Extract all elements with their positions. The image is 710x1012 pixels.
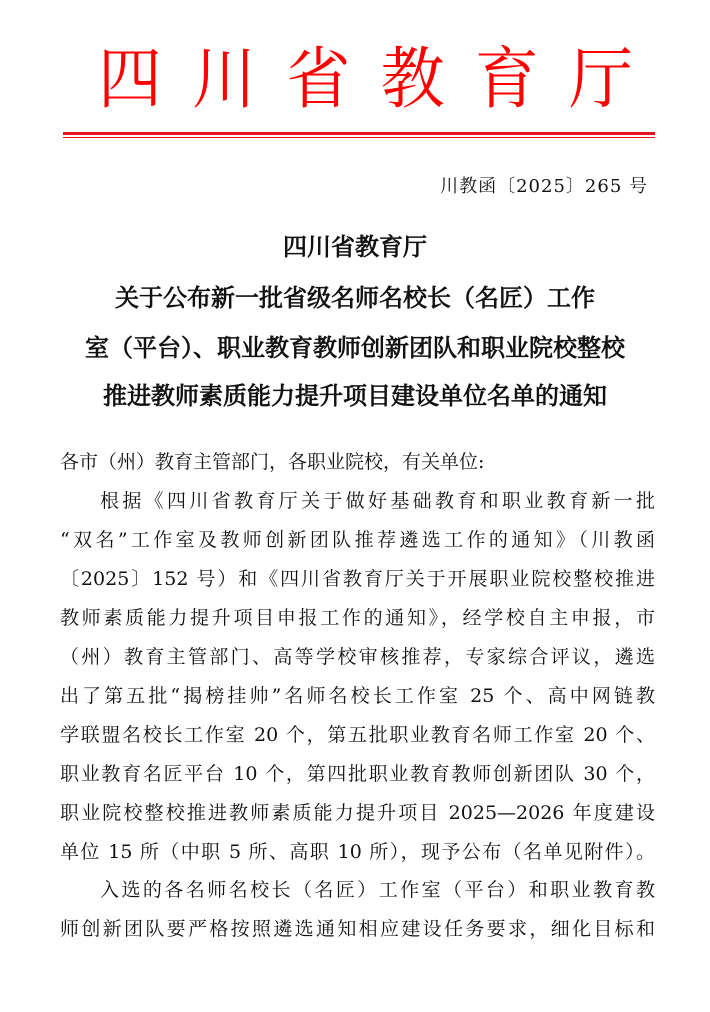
red-divider-thin [63,137,655,138]
body-line: 学联盟名校长工作室 20 个，第五批职业教育名师工作室 20 个、 [60,724,655,746]
body-line: 出了第五批“揭榜挂帅”名师名校长工作室 25 个、高中网链教 [60,685,655,707]
body-line: 入选的各名师名校长（名匠）工作室（平台）和职业教育教 [100,879,655,901]
masthead-char: 川 [192,41,257,119]
red-divider-thick [63,132,655,135]
body-line: 教师素质能力提升项目申报工作的通知》，经学校自主申报，市 [60,607,655,629]
masthead-char: 育 [474,41,539,119]
body-line: 师创新团队要严格按照遴选通知相应建设任务要求，细化目标和 [60,918,655,940]
title-line: 室（平台）、职业教育教师创新团队和职业院校整校 [85,334,625,362]
title-line: 关于公布新一批省级名师名校长（名匠）工作 [115,284,595,312]
body-line: 单位 15 所（中职 5 所、高职 10 所），现予公布（名单见附件）。 [60,841,655,863]
body-line: 职业教育名匠平台 10 个，第四批职业教育教师创新团队 30 个， [60,763,655,785]
title-line: 四川省教育厅 [283,233,427,261]
title-line: 推进教师素质能力提升项目建设单位名单的通知 [103,382,607,410]
body-line: 〔2025〕152 号）和《四川省教育厅关于开展职业院校整校推进 [60,568,655,590]
body-line: （州）教育主管部门、高等学校审核推荐，专家综合评议，遴选 [60,646,655,668]
body-line: 根据《四川省教育厅关于做好基础教育和职业教育新一批 [100,490,655,512]
body-line: “双名”工作室及教师创新团队推荐遴选工作的通知》（川教函 [60,529,655,551]
document-number: 川教函〔2025〕265 号 [440,176,648,197]
masthead-char: 省 [286,41,351,119]
body-line: 职业院校整校推进教师素质能力提升项目 2025—2026 年度建设 [60,802,655,824]
masthead-char: 四 [98,41,162,119]
masthead [98,38,633,122]
masthead-char: 教 [380,41,445,119]
masthead-char: 厅 [568,41,633,119]
salutation: 各市（州）教育主管部门，各职业院校，有关单位: [60,451,485,473]
